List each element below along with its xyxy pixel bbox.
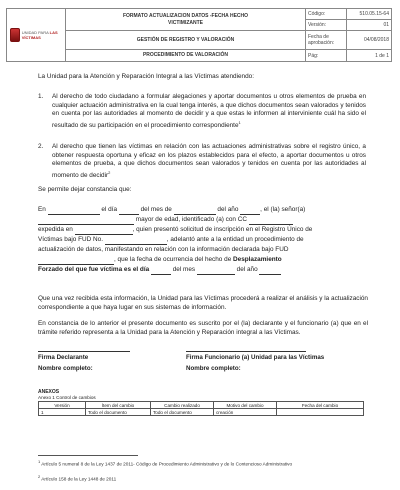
procedure-title: PROCEDIMIENTO DE VALORACIÓN	[66, 50, 306, 62]
version-value: 01	[347, 20, 392, 31]
process-title: GESTIÓN DE REGISTRO Y VALORACIÓN	[66, 31, 306, 50]
column-header: Ítem del cambio	[86, 402, 151, 409]
item2-number: 2.	[38, 143, 44, 150]
table-cell: Todo el documento	[151, 409, 214, 416]
declaration-paragraph: En el día del mes de del año , el (la) señor(a) mayor de edad, identificado (a) con CC expedida en , quien presentó solicitud de inscripción en el Registro Único de Víctimas bajo FUD No. , adelantó ante a la entidad un procedimiento de actualización de datos, manifestando en relación con la información declarada bajo FUD , que la fecha de ocurrencia del hecho de Desplazamiento Forzado del que fue víctima es el día del mes del año	[38, 206, 313, 273]
seal-icon	[10, 28, 20, 42]
item1-number: 1.	[38, 93, 44, 100]
day-blank[interactable]	[119, 208, 139, 215]
event-day-blank[interactable]	[151, 268, 171, 275]
table-header-row	[39, 402, 364, 409]
cc-blank[interactable]	[249, 218, 293, 225]
code-value: 510.05.15-64	[347, 9, 392, 20]
change-control-table	[38, 401, 364, 416]
event-month-blank[interactable]	[197, 268, 235, 275]
table-cell: Todo el documento	[86, 409, 151, 416]
declarant-signature-line[interactable]	[38, 351, 130, 352]
official-signature-line[interactable]	[186, 351, 306, 352]
form-title: FORMATO ACTUALIZACION DATOS -FECHA HECHO VICTIMIZANTE	[66, 9, 306, 31]
document-header	[6, 8, 392, 62]
column-header: Fecha del cambio	[277, 402, 364, 409]
footnote-1: 1 Artículo 5 numeral 8 de la Ley 1437 de 2011- Código de Procedimiento Administrativo y de lo Contencioso Administrativo	[38, 459, 293, 467]
column-header: Cambio realizado	[151, 402, 214, 409]
official-name-label: Nombre completo:	[186, 365, 241, 372]
intro-text: La Unidad para la Atención y Reparación Integral a las Víctimas atendiendo:	[38, 73, 254, 80]
column-header: Versión	[39, 402, 86, 409]
item2-text: Al derecho que tienen las víctimas en relación con las actuaciones administrativas sobre el registro único, a obtener respuesta oportuna y eficaz en los plazos establecidos para el efecto, a aportar documentos u otros elementos de prueba, a que dichos documentos sean valorados y tenidos en cuenta por las autoridades al momento de decidir$^2$	[52, 143, 366, 179]
expedition-place-blank[interactable]	[75, 228, 133, 235]
footnote-ref-1: 1	[238, 119, 241, 125]
constancia-text: Se permite dejar constancia que:	[38, 186, 132, 193]
table-cell	[277, 409, 364, 416]
month-blank[interactable]	[174, 208, 216, 215]
table-cell: 1	[39, 409, 86, 416]
event-year-blank[interactable]	[259, 268, 281, 275]
footnote-2: 2 Artículo 158 de la Ley 1448 de 2011	[38, 474, 117, 482]
footnote-separator	[38, 455, 138, 456]
footnote-ref-2: 2	[108, 169, 111, 175]
page-value: 1 de 1	[347, 50, 392, 62]
fud-number-blank[interactable]	[105, 238, 167, 245]
annexes-title: ANEXOS	[38, 389, 60, 395]
page-label: Pág:	[306, 50, 347, 62]
official-signature-label: Firma Funcionario (a) Unidad para las Víctimas	[186, 354, 325, 361]
version-label: Versión:	[306, 20, 347, 31]
declarant-name-blank[interactable]	[38, 218, 134, 225]
logo-brand: LAS VÍCTIMAS	[21, 30, 58, 40]
logo-prefix: UNIDAD PARA	[21, 30, 49, 35]
code-label: Código:	[306, 9, 347, 20]
column-header: Motivo del cambio	[214, 402, 277, 409]
declarant-name-label: Nombre completo:	[38, 365, 93, 372]
table-row	[39, 409, 364, 416]
item1-text: Al derecho de todo ciudadano a formular alegaciones y aportar documentos u otros elementos de prueba en cualquier actuación administrativa en la cual tenga interés, a que dichos documentos sean valorados y tenidos en cuenta por las autoridades al momento de decidir y a que estas le informen al interviniente cuál ha sido el resultado de su participación en el procedimiento correspondiente$^1$	[52, 93, 366, 129]
analysis-paragraph: Que una vez recibida esta información, la Unidad para las Víctimas procederá a realizar el análisis y la actualización correspondiente a que haya lugar en sus sistemas de información.	[38, 295, 368, 311]
city-blank[interactable]	[48, 208, 100, 215]
logo-cell	[7, 9, 66, 62]
date-label: Fecha de aprobación:	[306, 31, 347, 50]
constancia-paragraph: En constancia de lo anterior el presente documento es suscrito por el (la) declarante y el funcionario (a) que en el trámite referido representa a la Unidad para la Atención y Reparación integral a las Víctimas.	[38, 320, 368, 336]
fud-declared-blank[interactable]	[38, 258, 114, 265]
year-blank[interactable]	[240, 208, 260, 215]
date-value: 04/08/2018	[347, 31, 392, 50]
annex1-subtitle: Anexo 1 Control de cambios	[38, 395, 96, 400]
table-cell: creación	[214, 409, 277, 416]
unidad-victimas-logo	[7, 28, 65, 42]
declarant-signature-label: Firma Declarante	[38, 354, 89, 361]
